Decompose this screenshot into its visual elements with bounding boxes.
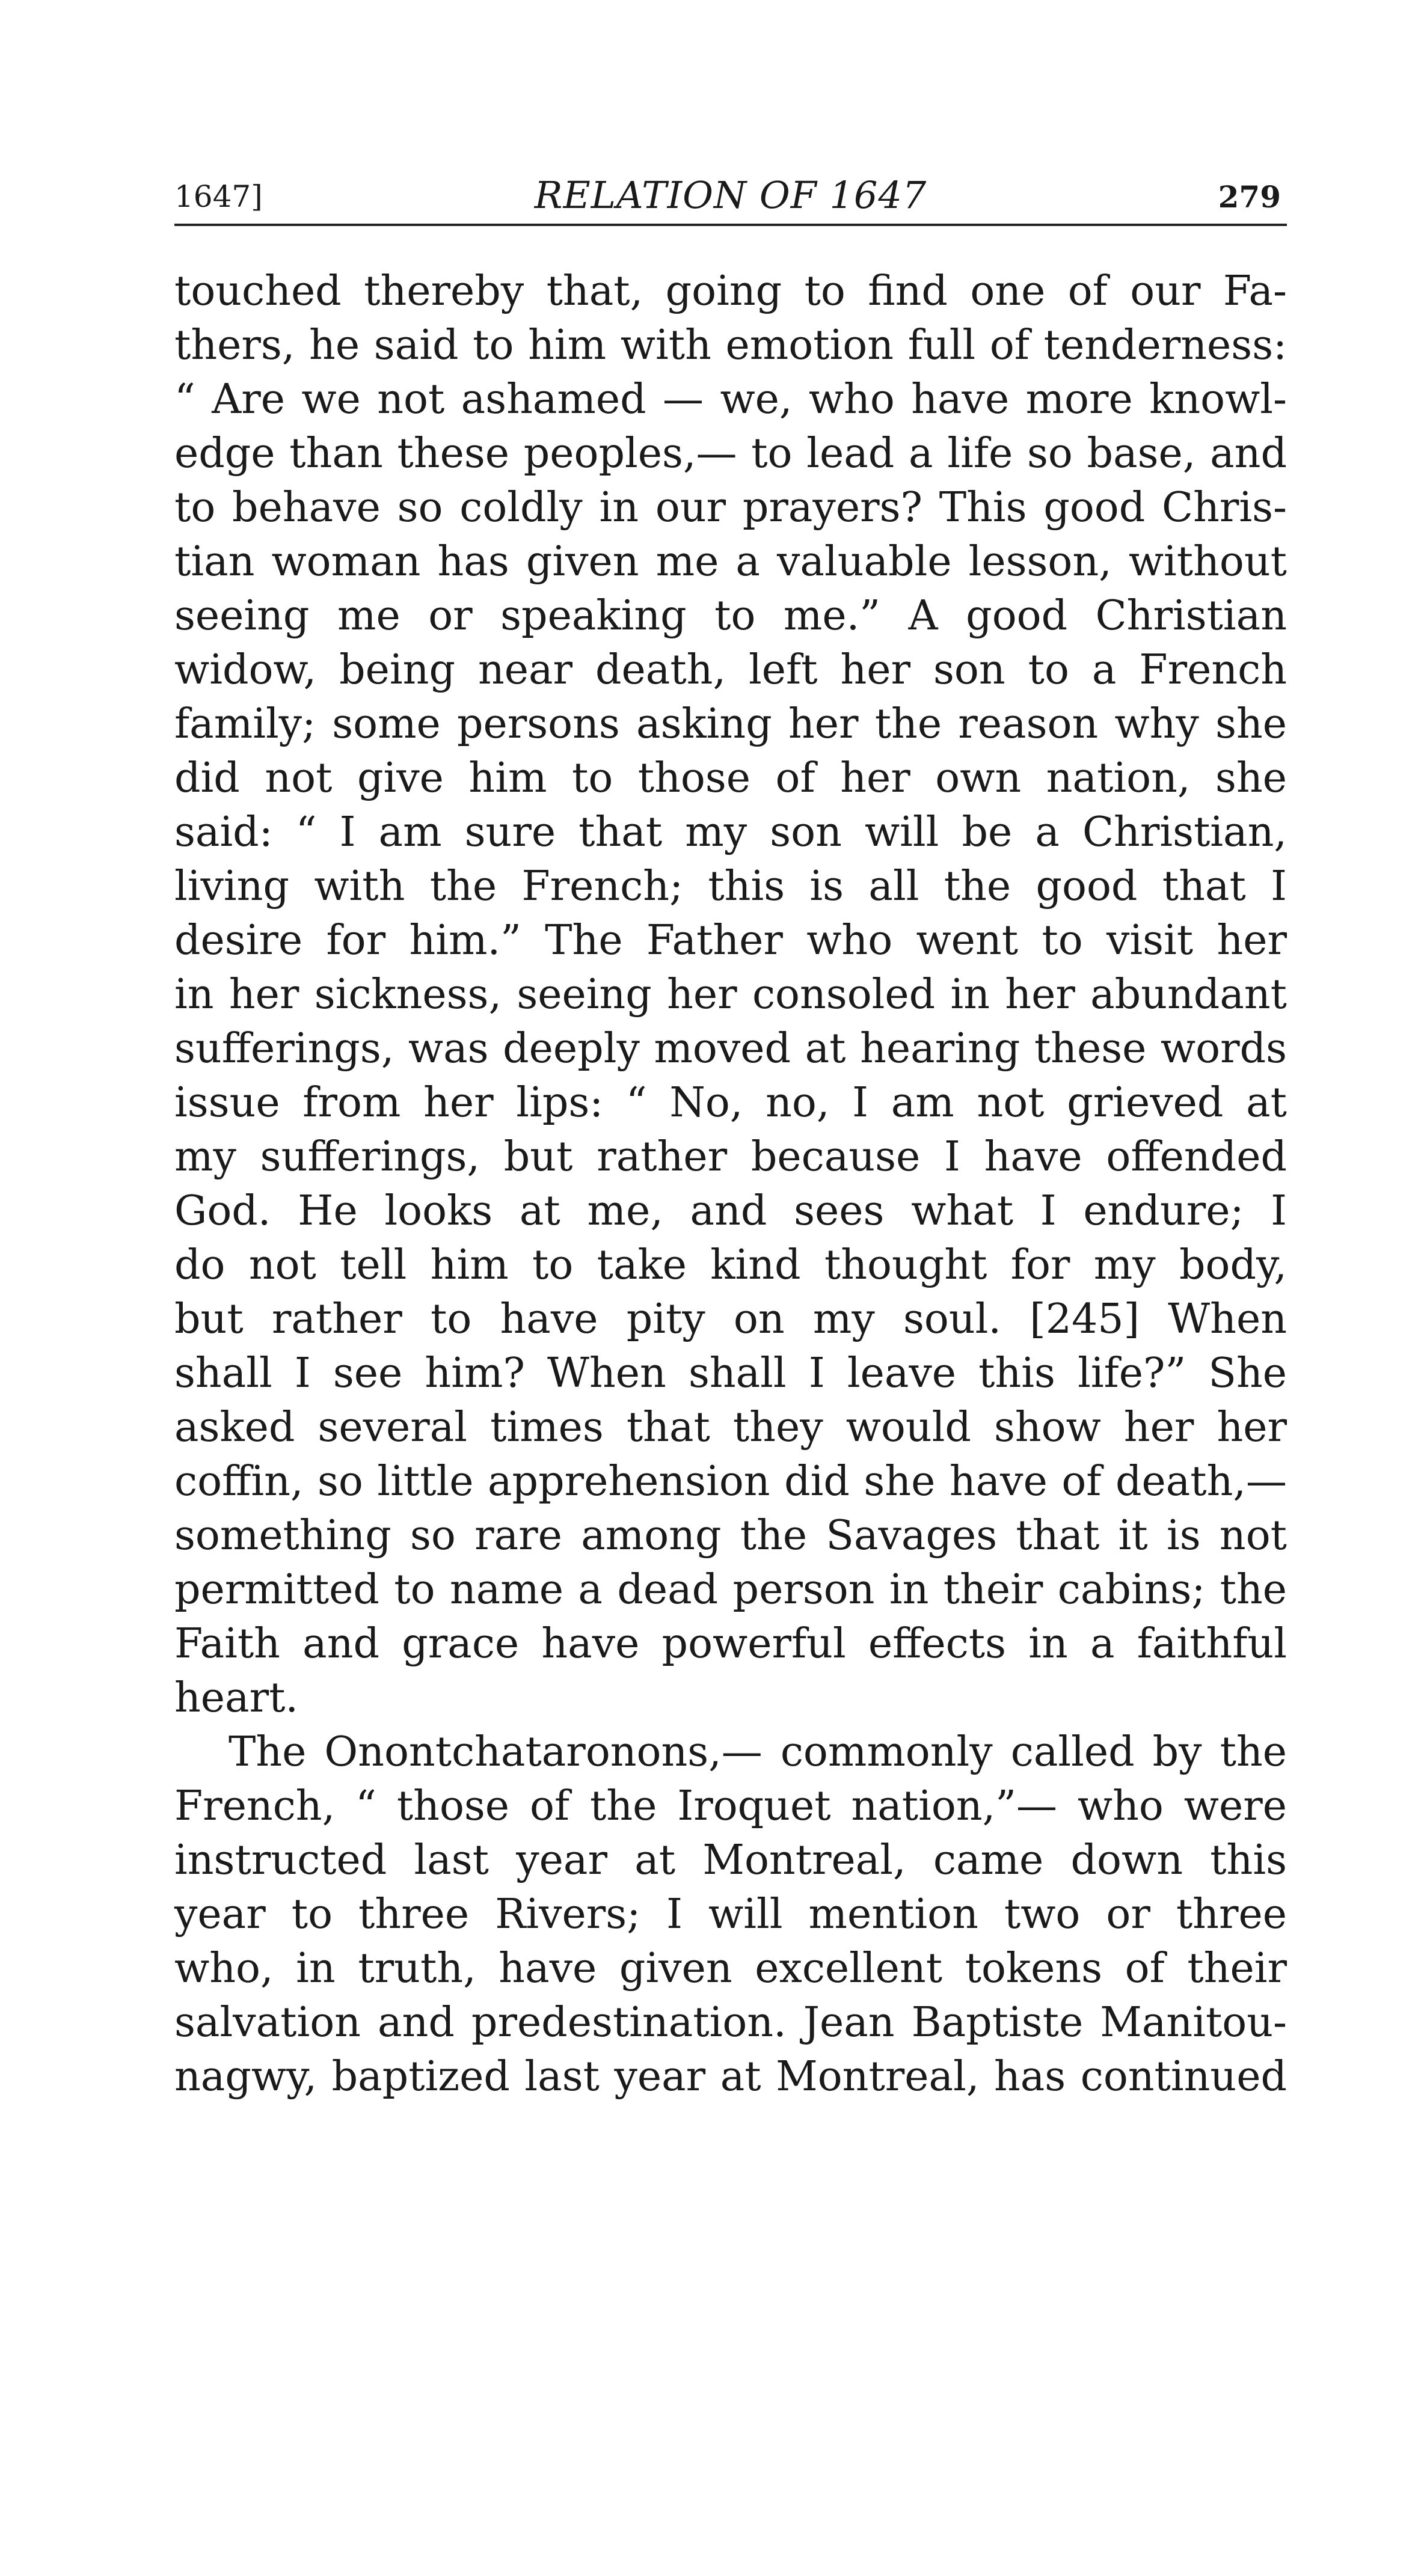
text-line: desire for him.” The Father who went to visit her: [174, 917, 1287, 964]
text-line: widow, being near death, left her son to a French: [174, 646, 1287, 694]
text-line: thers, he said to him with emotion full of tenderness:: [174, 322, 1287, 369]
text-line: instructed last year at Montreal, came down this: [174, 1837, 1287, 1884]
text-line: year to three Rivers; I will mention two or three: [174, 1891, 1287, 1938]
text-line: something so rare among the Savages that it is not: [174, 1512, 1287, 1559]
text-line: nagwy, baptized last year at Montreal, has continued: [174, 2053, 1287, 2100]
text-line: family; some persons asking her the reason why she: [174, 700, 1287, 748]
header-rule: [174, 224, 1287, 226]
text-line: salvation and predestination. Jean Baptiste Manitou-: [174, 1999, 1287, 2046]
text-line: coffin, so little apprehension did she have of death,—: [174, 1458, 1287, 1505]
text-line: The Onontchataronons,— commonly called by the: [229, 1728, 1287, 1776]
text-line: my sufferings, but rather because I have offended: [174, 1133, 1287, 1181]
text-line: asked several times that they would show her her: [174, 1404, 1287, 1451]
text-line: did not give him to those of her own nation, she: [174, 754, 1287, 802]
text-line: seeing me or speaking to me.” A good Christian: [174, 592, 1287, 640]
running-head: [174, 173, 1287, 221]
text-line: “ Are we not ashamed — we, who have more knowl-: [174, 376, 1287, 423]
text-line: heart.: [174, 1674, 299, 1722]
text-line: to behave so coldly in our prayers? This good Chris-: [174, 484, 1287, 531]
text-line: in her sickness, seeing her consoled in her abundant: [174, 971, 1287, 1018]
paragraph-2: [174, 1725, 1287, 2104]
text-line: do not tell him to take kind thought for my body,: [174, 1241, 1287, 1289]
running-head-year: 1647]: [174, 179, 263, 214]
page-number: 279: [1218, 179, 1281, 215]
text-line: permitted to name a dead person in their cabins; the: [174, 1566, 1287, 1614]
text-line: issue from her lips: “ No, no, I am not grieved at: [174, 1079, 1287, 1127]
text-line: said: “ I am sure that my son will be a Christian,: [174, 809, 1287, 856]
text-line: tian woman has given me a valuable lesson, without: [174, 538, 1287, 586]
text-line: but rather to have pity on my soul. [245] When: [174, 1296, 1287, 1343]
text-line: Faith and grace have powerful effects in a faithful: [174, 1620, 1287, 1668]
text-line: shall I see him? When shall I leave this life?” She: [174, 1350, 1287, 1397]
text-line: who, in truth, have given excellent tokens of their: [174, 1945, 1287, 1992]
text-line: sufferings, was deeply moved at hearing these words: [174, 1025, 1287, 1072]
text-line: touched thereby that, going to find one of our Fa-: [174, 268, 1287, 315]
text-line: God. He looks at me, and sees what I endure; I: [174, 1187, 1287, 1235]
body-text: [174, 265, 1287, 2104]
text-line: French, “ those of the Iroquet nation,”— who were: [174, 1782, 1287, 1830]
text-line: living with the French; this is all the good that I: [174, 863, 1287, 910]
text-line: edge than these peoples,— to lead a life so base, and: [174, 430, 1287, 477]
paragraph-1: [174, 265, 1287, 1725]
running-head-title: RELATION OF 1647: [534, 173, 927, 217]
